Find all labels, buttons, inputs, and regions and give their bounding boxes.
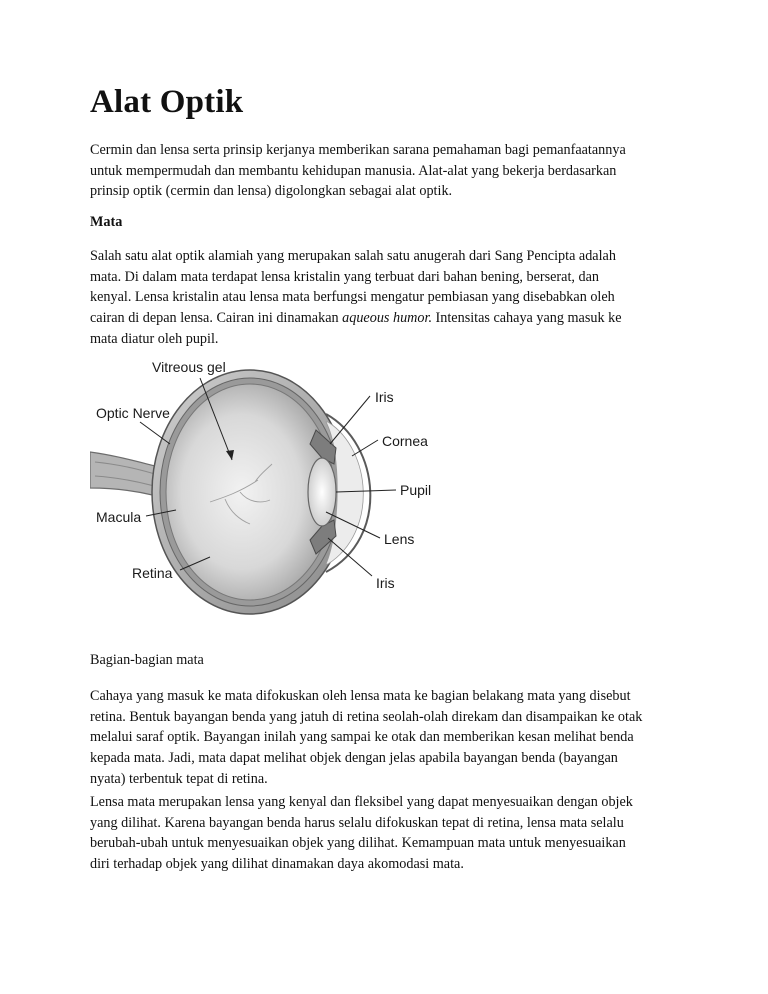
label-cornea: Cornea [382, 433, 428, 449]
label-retina: Retina [132, 565, 173, 581]
paragraph3-line: melalui saraf optik. Bayangan inilah yang sampai ke otak dan memberikan kesan melihat benda [90, 729, 634, 746]
paragraph4-line: berubah-ubah untuk menyesuaikan objek yang dilihat. Kemampuan mata untuk menyesuaikan [90, 835, 626, 852]
label-iris-top: Iris [375, 389, 394, 405]
paragraph-image-formation [90, 686, 690, 790]
page-title: Alat Optik [90, 84, 244, 120]
paragraph3-line: retina. Bentuk bayangan benda yang jatuh di retina seolah-olah direkam dan disampaikan ke otak [90, 708, 643, 725]
intro-line: Cermin dan lensa serta prinsip kerjanya memberikan sarana pemahaman bagi pemanfaatannya [90, 142, 626, 158]
figure-caption: Bagian-bagian mata [90, 652, 204, 668]
intro-line: prinsip optik (cermin dan lensa) digolongkan sebagai alat optik. [90, 183, 453, 200]
mata-line: Salah satu alat optik alamiah yang merupakan salah satu anugerah dari Sang Pencipta adalah [90, 248, 616, 264]
italic-term-aqueous-humor: aqueous humor. [342, 310, 432, 327]
mata-line [90, 308, 690, 329]
paragraph3-line: nyata) terbentuk tepat di retina. [90, 770, 268, 787]
label-macula: Macula [96, 509, 142, 525]
mata-paragraph [90, 246, 690, 350]
label-optic-nerve: Optic Nerve [96, 405, 170, 421]
paragraph4-line: yang dilihat. Karena bayangan benda harus selalu difokuskan tepat di retina, lensa mata selalu [90, 814, 624, 831]
section-heading-mata: Mata [90, 214, 123, 230]
lens-shape [308, 458, 336, 526]
intro-paragraph [90, 140, 690, 202]
mata-line-tail: Intensitas cahaya yang masuk ke [435, 310, 622, 327]
label-lens: Lens [384, 531, 415, 547]
eye-diagram-svg [90, 352, 450, 632]
paragraph3-line: kepada mata. Jadi, mata dapat melihat objek dengan jelas apabila bayangan benda (bayangan [90, 750, 618, 767]
label-iris-bottom: Iris [376, 575, 395, 591]
label-vitreous-gel: Vitreous gel [152, 359, 226, 375]
mata-line: kenyal. Lensa kristalin atau lensa mata berfungsi mengatur pembiasan yang disebabkan oleh [90, 289, 615, 306]
paragraph3-line: Cahaya yang masuk ke mata difokuskan oleh lensa mata ke bagian belakang mata yang disebut [90, 688, 631, 704]
paragraph4-line: diri terhadap objek yang dilihat dinamakan daya akomodasi mata. [90, 856, 464, 873]
mata-line-start: cairan di depan lensa. Cairan ini dinamakan [90, 310, 339, 327]
paragraph4-line: Lensa mata merupakan lensa yang kenyal dan fleksibel yang dapat menyesuaikan dengan objek [90, 794, 633, 810]
eye-anatomy-diagram [90, 352, 450, 632]
paragraph-accommodation [90, 792, 690, 875]
intro-line: untuk mempermudah dan membantu kehidupan manusia. Alat-alat yang bekerja berdasarkan [90, 162, 617, 179]
label-pupil: Pupil [400, 482, 432, 498]
mata-line: mata diatur oleh pupil. [90, 330, 219, 347]
mata-line: mata. Di dalam mata terdapat lensa kristalin yang terbuat dari bahan bening, berserat, dan [90, 268, 599, 285]
